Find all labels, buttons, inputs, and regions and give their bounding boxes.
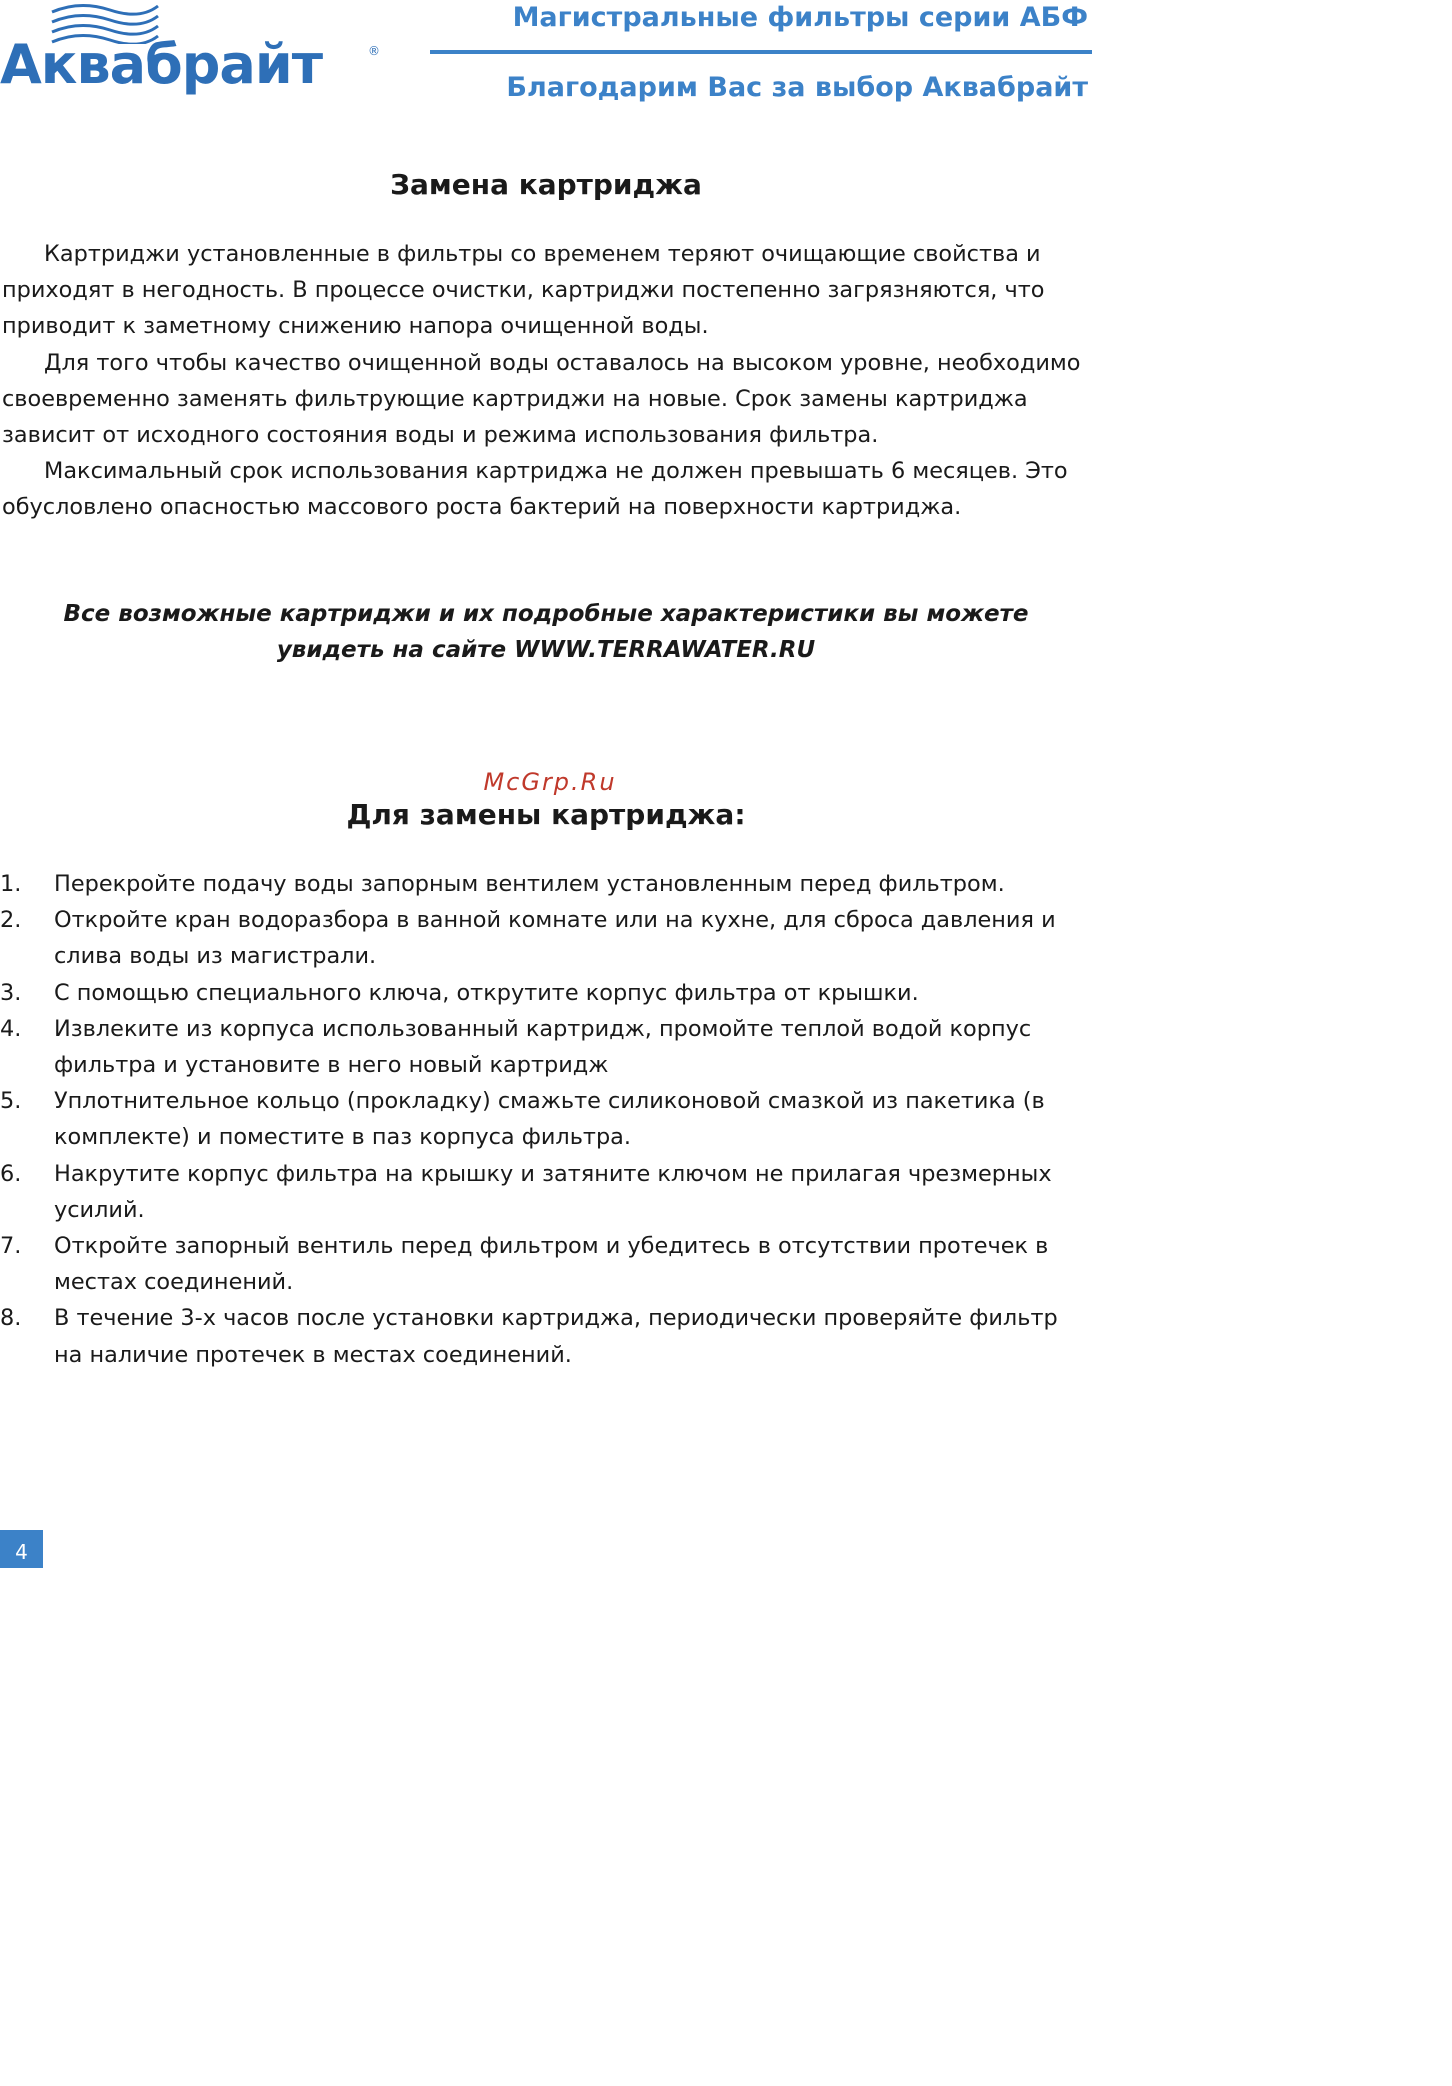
watermark: McGrp.Ru xyxy=(483,768,617,796)
intro-text xyxy=(2,236,1090,526)
paragraph: Для того чтобы качество очищенной воды оставалось на высоком уровне, необходимо своевременно заменять фильтрующие картриджи на новые. Срок замены картриджа зависит от исходного состояния воды и режима использования фильтра. xyxy=(2,349,1081,449)
note-line: увидеть на сайте WWW.TERRAWATER.RU xyxy=(276,637,816,663)
page-number: 4 xyxy=(0,1530,43,1568)
step-text: Накрутите корпус фильтра на крышку и затяните ключом не прилагая чрезмерных усилий. xyxy=(54,1160,1052,1223)
step-number: 2. xyxy=(0,907,22,934)
list-item xyxy=(0,866,1092,902)
header-subtitle: Благодарим Вас за выбор Аквабрайт xyxy=(506,72,1088,103)
step-text: Откройте запорный вентиль перед фильтром и убедитесь в отсутствии протечек в местах соединений. xyxy=(54,1233,1049,1296)
section-title-replacement: Замена картриджа xyxy=(390,168,702,201)
step-text: Откройте кран водоразбора в ванной комнате или на кухне, для сброса давления и слива воды из магистрали. xyxy=(54,907,1056,970)
list-item xyxy=(0,902,1092,974)
step-number: 6. xyxy=(0,1160,22,1187)
page-header xyxy=(0,0,1092,120)
website-note xyxy=(0,596,1092,668)
list-item xyxy=(0,1083,1092,1155)
paragraph: Картриджи установленные в фильтры со временем теряют очищающие свойства и приходят в негодность. В процессе очистки, картриджи постепенно загрязняются, что приводит к заметному снижению напора очищенной воды. xyxy=(2,241,1045,340)
paragraph: Максимальный срок использования картриджа не должен превышать 6 месяцев. Это обусловлено опасностью массового роста бактерий на поверхности картриджа. xyxy=(2,458,1068,521)
list-item xyxy=(0,1156,1092,1228)
header-title: Магистральные фильтры серии АБФ xyxy=(512,2,1088,33)
step-number: 4. xyxy=(0,1015,22,1042)
step-number: 3. xyxy=(0,979,22,1006)
step-number: 1. xyxy=(0,871,22,897)
step-text: Перекройте подачу воды запорным вентилем установленным перед фильтром. xyxy=(54,871,1005,897)
step-number: 5. xyxy=(0,1088,22,1115)
step-number: 8. xyxy=(0,1305,22,1332)
list-item xyxy=(0,1011,1092,1083)
header-divider xyxy=(430,50,1092,54)
step-text: Извлеките из корпуса использованный картридж, промойте теплой водой корпус фильтра и установите в него новый картридж xyxy=(54,1015,1032,1079)
step-text: Уплотнительное кольцо (прокладку) смажьте силиконовой смазкой из пакетика (в комплекте) и поместите в паз корпуса фильтра. xyxy=(54,1088,1045,1151)
steps-list xyxy=(0,866,1092,1373)
step-text: В течение 3-х часов после установки картриджа, периодически проверяйте фильтр на наличие протечек в местах соединений. xyxy=(54,1305,1058,1368)
list-item xyxy=(0,975,1092,1011)
note-line: Все возможные картриджи и их подробные характеристики вы можете xyxy=(63,601,1029,627)
brand-logo: Аквабрайт xyxy=(0,33,322,96)
section-title-steps: Для замены картриджа: xyxy=(346,798,746,831)
list-item xyxy=(0,1300,1092,1372)
step-text: С помощью специального ключа, открутите корпус фильтра от крышки. xyxy=(54,979,919,1006)
list-item xyxy=(0,1228,1092,1300)
registered-mark: ® xyxy=(368,44,380,58)
step-number: 7. xyxy=(0,1233,22,1260)
